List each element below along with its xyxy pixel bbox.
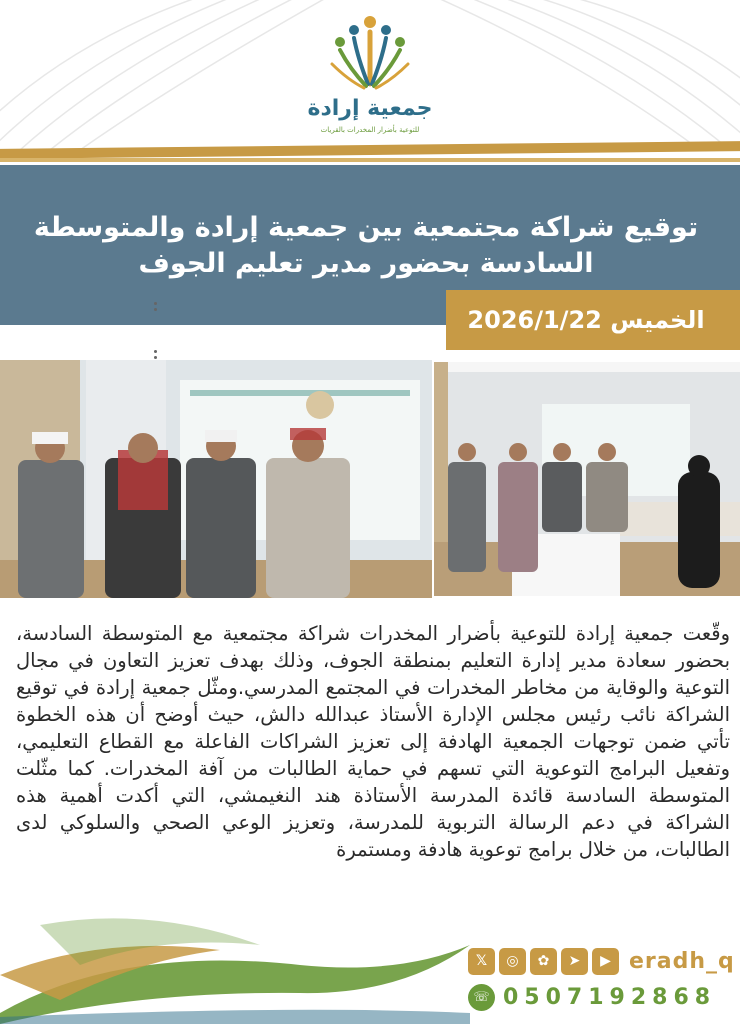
- logo-subtitle: للتوعية بأضرار المخدرات بالقريات: [320, 126, 420, 134]
- contact-phone: [468, 982, 740, 1012]
- organization-logo: [290, 14, 450, 139]
- telegram-icon[interactable]: ➤: [561, 948, 588, 975]
- article-title: توقيع شراكة مجتمعية بين جمعية إرادة والمتوسطة السادسة بحضور مدير تعليم الجوف: [33, 212, 699, 279]
- snapchat-icon[interactable]: ✿: [530, 948, 557, 975]
- social-links: [468, 946, 738, 976]
- leaf-swoosh-decoration: [0, 905, 470, 1024]
- gold-stripe-thin: [0, 158, 740, 162]
- instagram-icon[interactable]: ◎: [499, 948, 526, 975]
- logo-name: جمعية إرادة: [307, 96, 433, 121]
- phone-number[interactable]: 0507192868: [503, 984, 717, 1010]
- article-body: وقّعت جمعية إرادة للتوعية بأضرار المخدرات شراكة مجتمعية مع المتوسطة السادسة، بحضور سعادة مدير إدارة التعليم بمنطقة الجوف، وذلك بهدف تعزيز التعاون في مجال التوعية والوقاية من مخاطر المخدرات في المجتمع المدرسي.ومثّل جمعية إرادة في توقيع الشراكة نائب رئيس مجلس الإدارة الأستاذ عبدالله دالش، حيث أوضح أن هذه الخطوة تأتي ضمن توجهات الجمعية الهادفة إلى تعزيز الشراكات الفاعلة مع القطاع التعليمي، وتفعيل البرامج التوعوية التي تسهم في حماية الطالبات من آفة المخدرات. كما مثّلت المتوسطة السادسة قائدة المدرسة الأستاذة هند النغيمشي، التي أكدت أهمية هذه الشراكة في دعم الرسالة التربوية للمدرسة، وتعزيز الوعي الصحي والسلوكي لدى الطالبات، من خلال برامج توعوية هادفة ومستمرة: [16, 622, 730, 861]
- x-icon[interactable]: 𝕏: [468, 948, 495, 975]
- dot-marker: [154, 350, 157, 353]
- event-photo-room: [434, 362, 740, 596]
- dot-marker: [154, 302, 157, 305]
- event-photo-group: [0, 360, 432, 598]
- article-date: الخميس 2026/1/22: [467, 306, 705, 334]
- whatsapp-icon[interactable]: ☏: [468, 984, 495, 1011]
- social-handle[interactable]: eradh_q: [629, 948, 735, 974]
- people-tree-icon: [328, 14, 412, 92]
- dot-marker: [154, 356, 157, 359]
- dot-marker: [154, 308, 157, 311]
- youtube-icon[interactable]: ▶: [592, 948, 619, 975]
